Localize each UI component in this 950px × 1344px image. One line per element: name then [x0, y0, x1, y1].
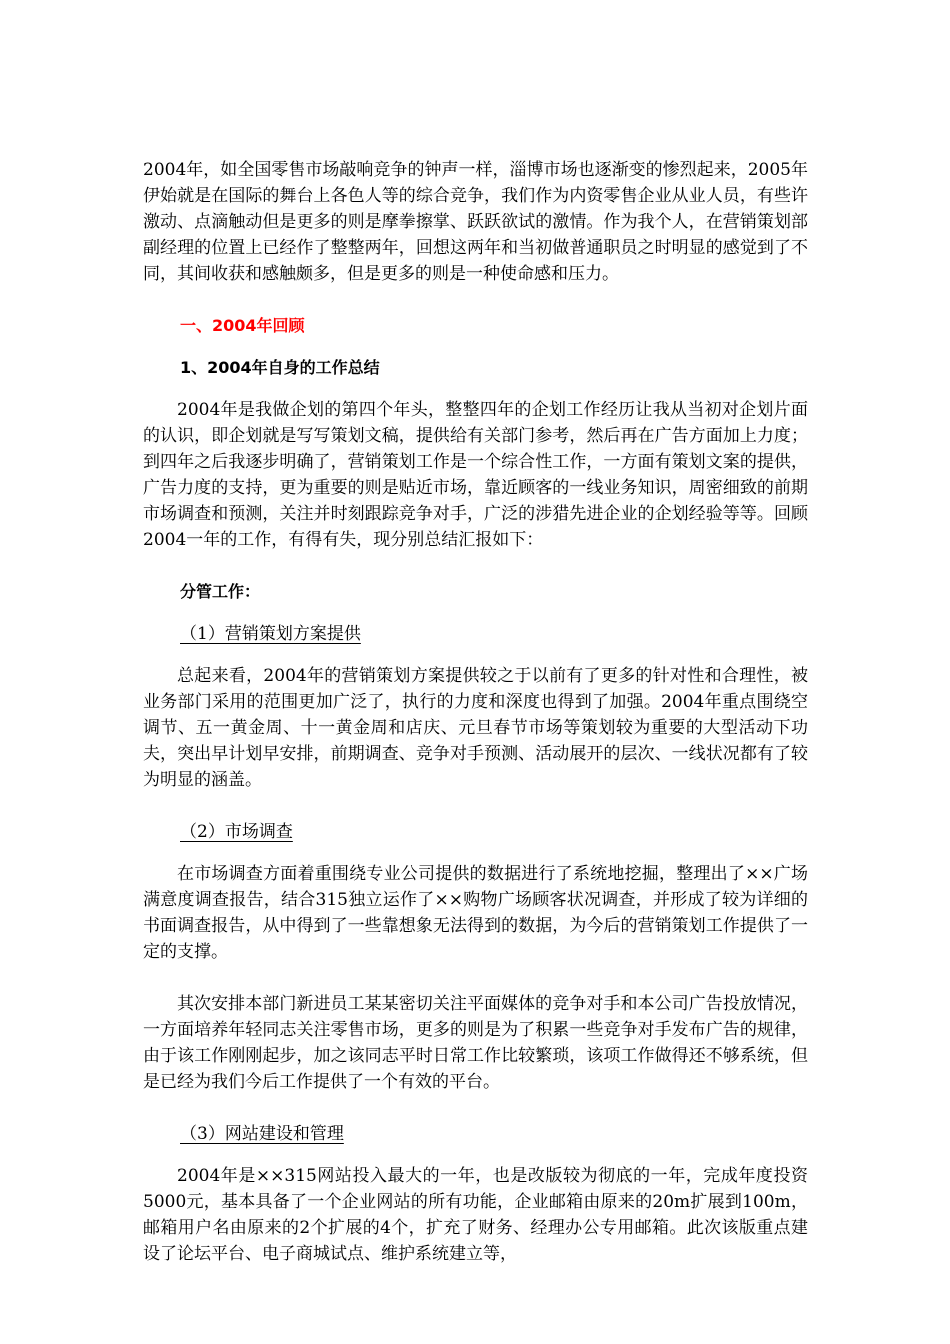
self-summary-paragraph: 2004年是我做企划的第四个年头，整整四年的企划工作经历让我从当初对企划片面的认识，即企划就是写写策划文稿，提供给有关部门参考，然后再在广告方面加上力度；到四年之后我逐步明确了，营销策划工作是一个综合性工作，一方面有策划文案的提供，广告力度的支持，更为重要的则是贴近市场，靠近顾客的一线业务知识，周密细致的前期市场调查和预测，关注并时刻跟踪竞争对手，广泛的涉猎先进企业的企划经验等等。回顾2004一年的工作，有得有失，现分别总结汇报如下：	[143, 400, 808, 550]
website-paragraph: 2004年是××315网站投入最大的一年，也是改版较为彻底的一年，完成年度投资5000元，基本具备了一个企业网站的所有功能，企业邮箱由原来的20m扩展到100m，邮箱用户名由原来的2个扩展的4个，扩充了财务、经理办公专用邮箱。此次该版重点建设了论坛平台、电子商城试点、维护系统建立等，	[143, 1166, 808, 1264]
marketing-plan-paragraph: 总起来看，2004年的营销策划方案提供较之于以前有了更多的针对性和合理性，被业务部门采用的范围更加广泛了，执行的力度和深度也得到了加强。2004年重点围绕空调节、五一黄金周、十一黄金周和店庆、元旦春节市场等策划较为重要的大型活动下功夫，突出早计划早安排，前期调查、竞争对手预测、活动展开的层次、一线状况都有了较为明显的涵盖。	[143, 666, 808, 790]
spacer	[143, 553, 808, 579]
spacer	[143, 793, 808, 819]
managed-work-heading: 分管工作：	[180, 582, 261, 601]
spacer	[143, 339, 808, 355]
item-title-website: （3）网站建设和管理	[180, 1124, 344, 1144]
section-heading-review: 一、2004年回顾	[180, 316, 305, 335]
subsection-heading-self-summary: 1、2004年自身的工作总结	[180, 358, 380, 377]
market-research-paragraph-2: 其次安排本部门新进员工某某密切关注平面媒体的竞争对手和本公司广告投放情况，一方面培养年轻同志关注零售市场，更多的则是为了积累一些竞争对手发布广告的规律，由于该工作刚刚起步，加之该同志平时日常工作比较繁琐，该项工作做得还不够系统，但是已经为我们今后工作提供了一个有效的平台。	[143, 994, 808, 1092]
spacer	[143, 287, 808, 313]
spacer	[143, 647, 808, 663]
spacer	[143, 605, 808, 621]
document-body	[143, 157, 808, 1267]
spacer	[143, 1095, 808, 1121]
intro-paragraph: 2004年，如全国零售市场敲响竞争的钟声一样，淄博市场也逐渐变的惨烈起来，2005年伊始就是在国际的舞台上各色人等的综合竞争，我们作为内资零售企业从业人员，有些许激动、点滴触动但是更多的则是摩拳擦掌、跃跃欲试的激情。作为我个人，在营销策划部副经理的位置上已经作了整整两年，回想这两年和当初做普通职员之时明显的感觉到了不同，其间收获和感触颇多，但是更多的则是一种使命感和压力。	[143, 160, 808, 284]
spacer	[143, 845, 808, 861]
spacer	[143, 1147, 808, 1163]
market-research-paragraph-1: 在市场调查方面着重围绕专业公司提供的数据进行了系统地挖掘，整理出了××广场满意度调查报告，结合315独立运作了××购物广场顾客状况调查，并形成了较为详细的书面调查报告，从中得到了一些靠想象无法得到的数据，为今后的营销策划工作提供了一定的支撑。	[143, 864, 808, 962]
item-title-market-research: （2）市场调查	[180, 822, 293, 842]
spacer	[143, 381, 808, 397]
spacer	[143, 965, 808, 991]
item-title-marketing-plan: （1）营销策划方案提供	[180, 624, 361, 644]
